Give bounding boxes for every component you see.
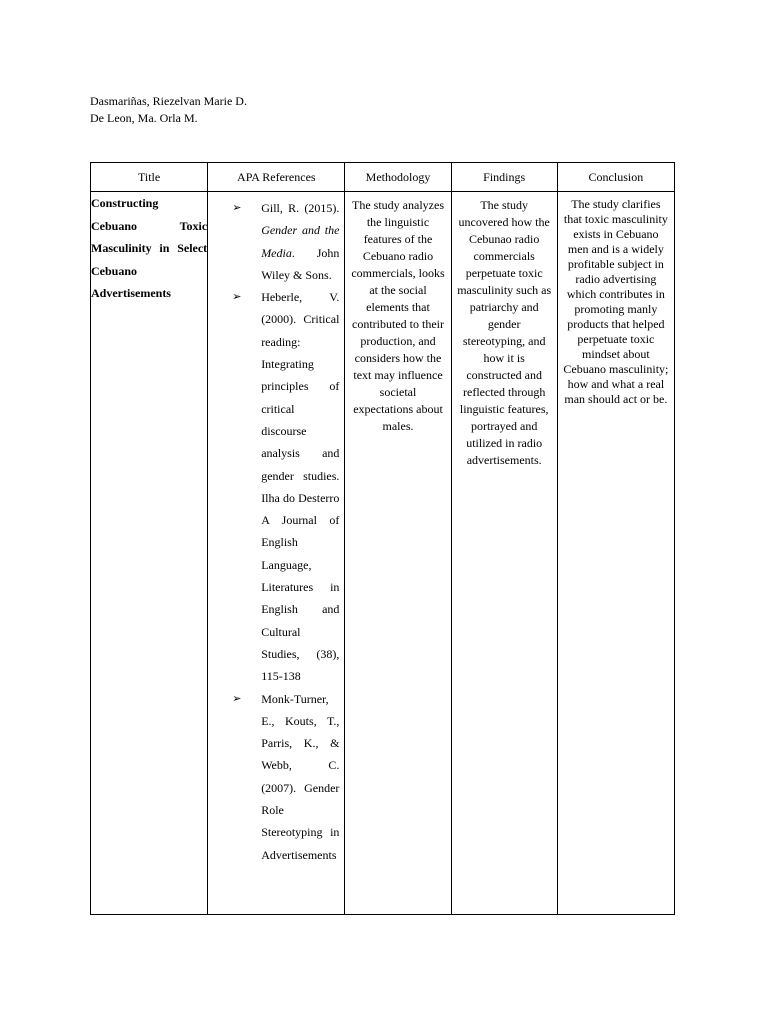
title-cell [91, 192, 208, 915]
header-conclusion: Conclusion [557, 163, 674, 192]
reference-item [214, 286, 339, 687]
study-title: Constructing Cebuano Toxic Masculinity in Select Cebuano Advertisements [91, 196, 208, 300]
author-list [90, 93, 247, 127]
reference-book-title: Gender and the Media [261, 223, 340, 260]
methodology-text: The study analyzes the linguistic features of the Cebuano radio commercials, looks at the social elements that contributed to their production, and considers how the text may influence societal expectations about males. [351, 198, 445, 433]
header-apa-references: APA References [208, 163, 345, 192]
reference-text [254, 197, 339, 286]
references-cell [208, 192, 345, 915]
findings-cell [451, 192, 557, 915]
reference-text: Heberle, V. (2000). Critical reading: Integrating principles of critical discourse analysis and gender studies. Ilha do Desterro A Journal of English Language, Literatures in English and Cultural Studies, (38), 115-138 [261, 290, 340, 684]
reference-publisher: . John Wiley & Sons. [261, 245, 340, 282]
author-name: De Leon, Ma. Orla M. [90, 111, 198, 125]
author-name: Dasmariñas, Riezelvan Marie D. [90, 94, 247, 108]
reference-item [214, 688, 339, 866]
literature-review-table [90, 162, 675, 915]
conclusion-cell [557, 192, 674, 915]
reference-item [214, 197, 339, 286]
conclusion-text: The study clarifies that toxic masculinity exists in Cebuano men and is a widely profitable subject in radio advertising which contributes in promoting manly products that helped perpetuate toxic mindset about Cebuano masculinity; how and what a real man should act or be. [563, 197, 669, 406]
reference-author: Gill, R. (2015). [261, 201, 340, 215]
arrow-bullet-icon: ➢ [232, 291, 242, 304]
table-row [91, 192, 675, 915]
arrow-bullet-icon: ➢ [232, 202, 242, 214]
reference-list [208, 192, 344, 866]
table-header-row [91, 163, 675, 192]
reference-text: Monk-Turner, E., Kouts, T., Parris, K., & Webb, C. (2007). Gender Role Stereotyping in Advertisements [261, 691, 340, 862]
header-findings: Findings [451, 163, 557, 192]
header-methodology: Methodology [345, 163, 451, 192]
findings-text: The study uncovered how the Cebunao radio commercials perpetuate toxic masculinity such as patriarchy and gender stereotyping, and how it is constructed and reflected through linguistic features, portrayed and utilized in radio advertisements. [457, 198, 552, 467]
methodology-cell [345, 192, 451, 915]
arrow-bullet-icon: ➢ [232, 692, 242, 705]
header-title: Title [91, 163, 208, 192]
